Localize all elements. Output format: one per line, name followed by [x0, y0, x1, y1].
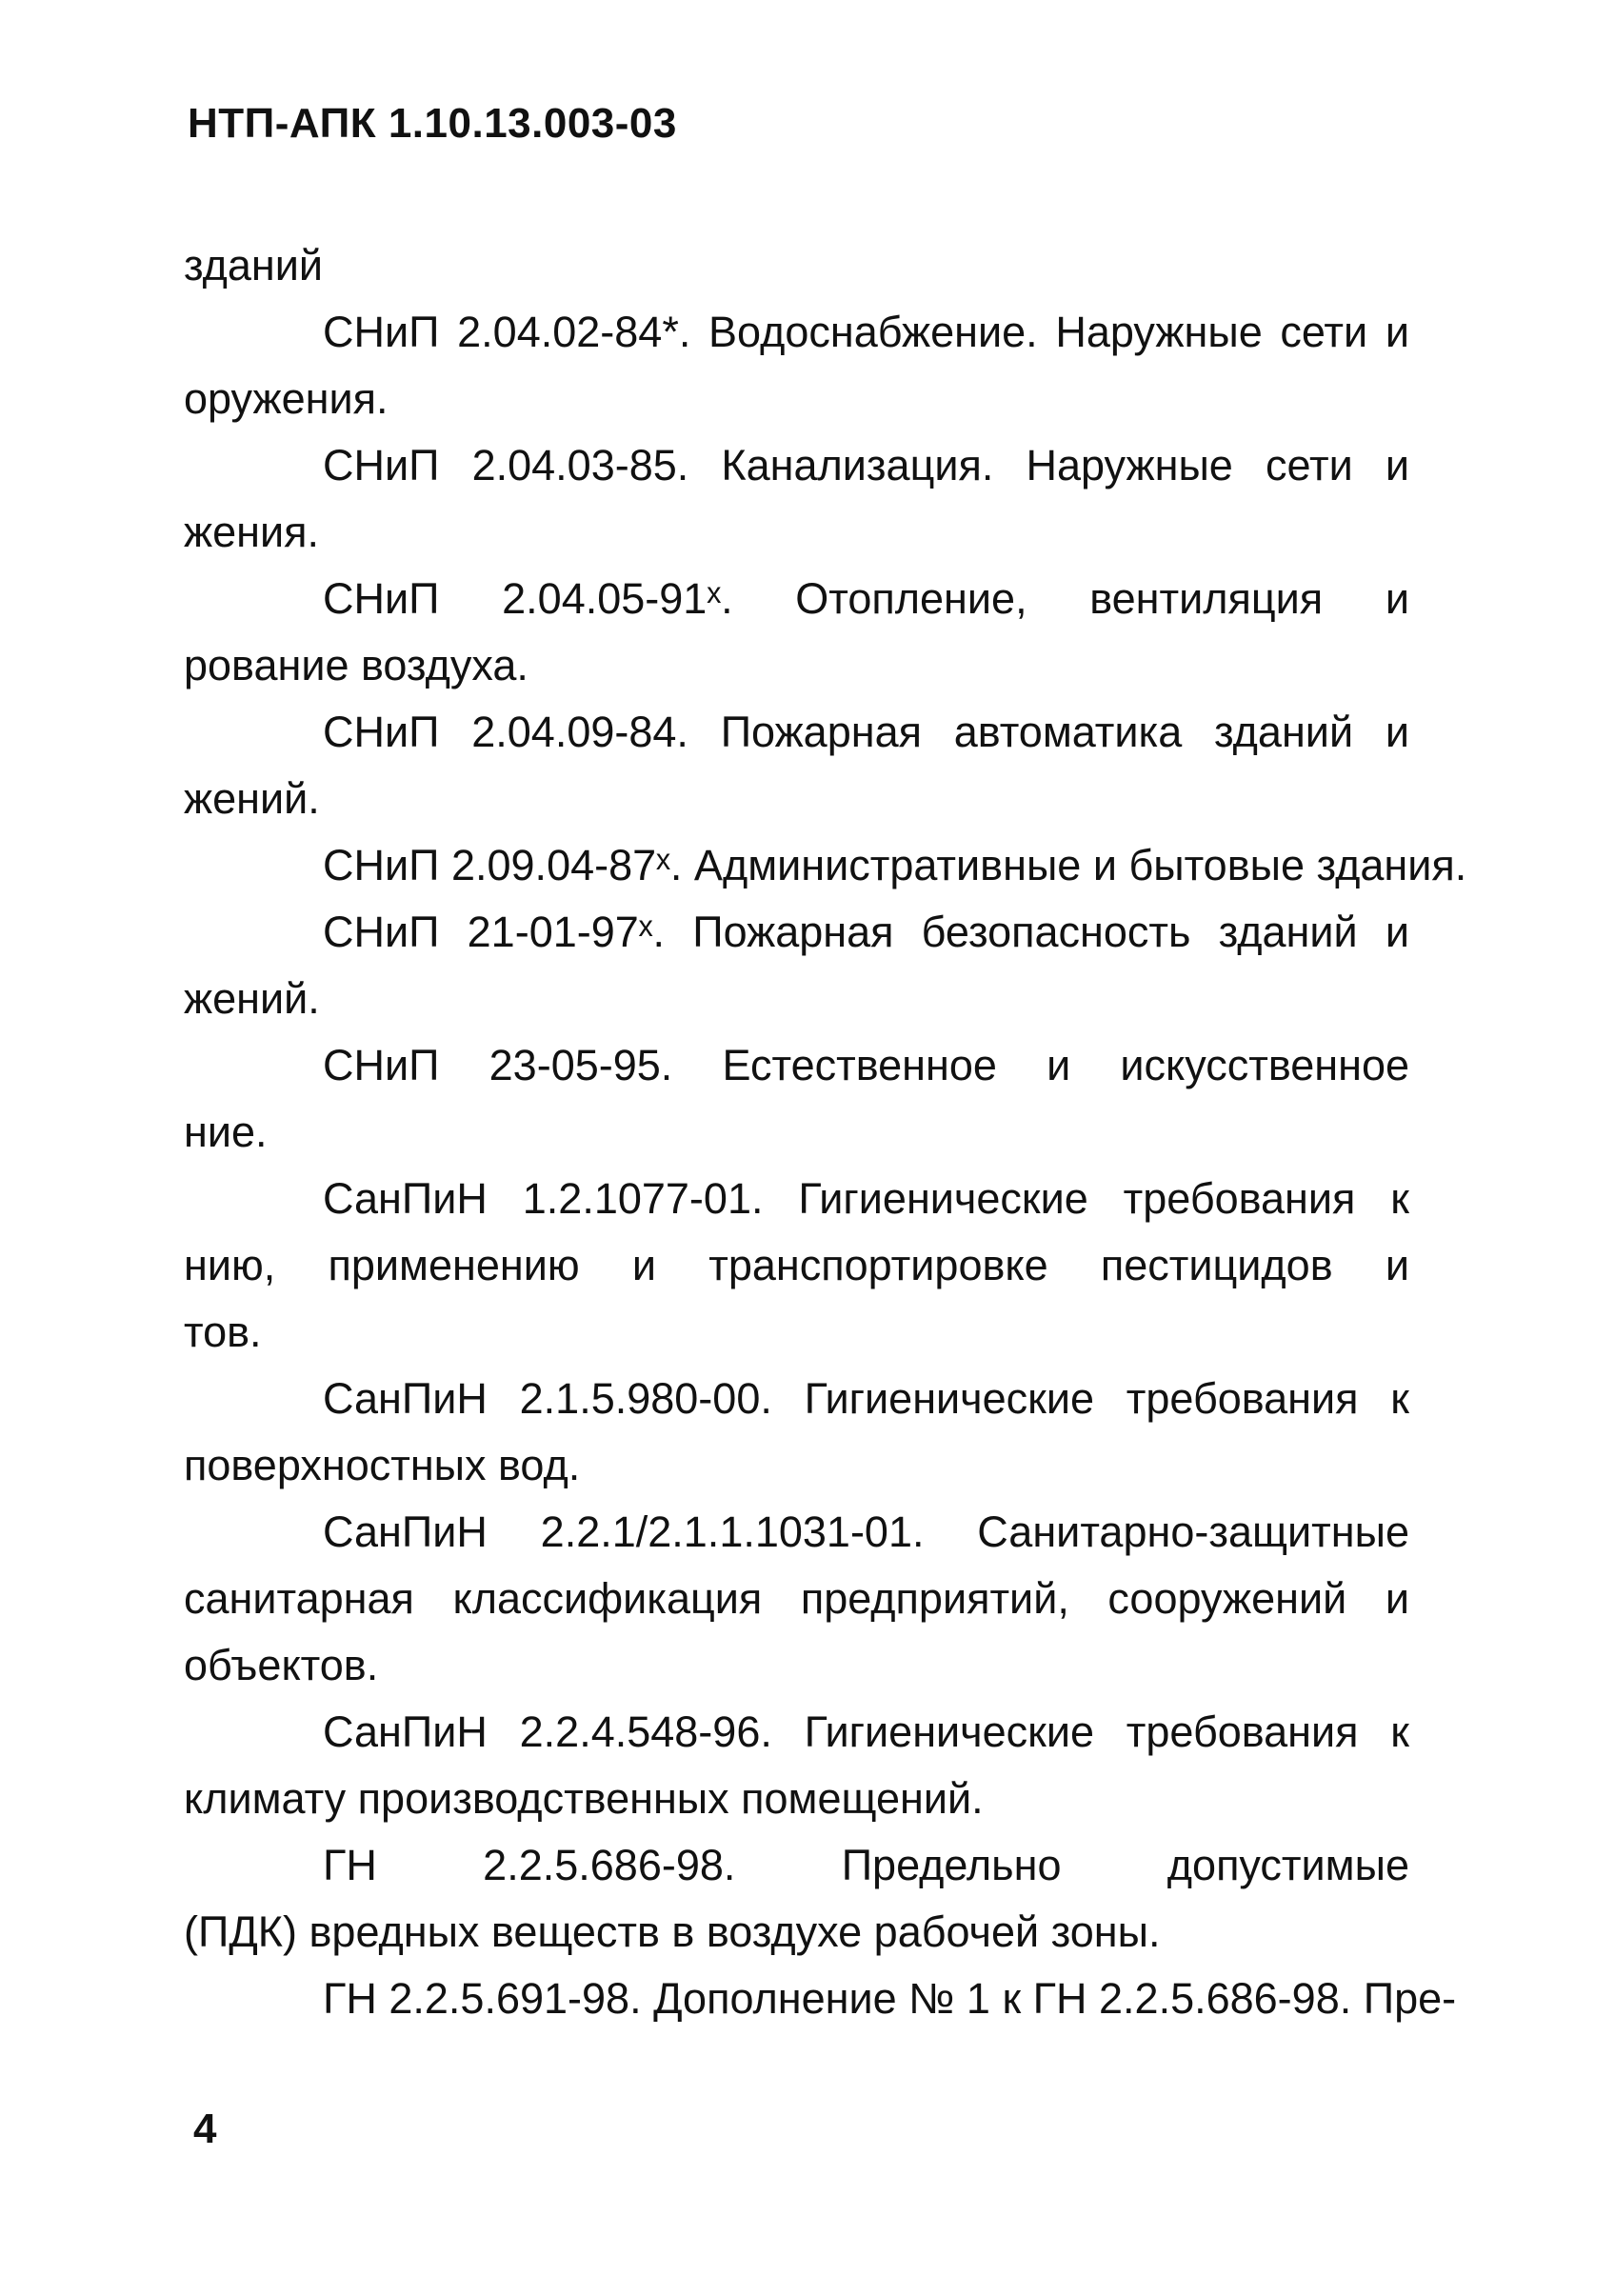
reference-entry [184, 299, 1409, 432]
reference-line: климату производственных помещений. [184, 1774, 984, 1823]
reference-line: ГН 2.2.5.691-98. Дополнение № 1 к ГН 2.2.5.686-98. Пре- [323, 1974, 1457, 2023]
reference-entry [184, 699, 1409, 832]
reference-line: жений. [184, 774, 320, 823]
page-number: 4 [193, 2106, 217, 2152]
reference-line: СанПиН 2.2.4.548-96. Гигиенические требования к [323, 1707, 1409, 1756]
reference-line: рование воздуха. [184, 641, 528, 689]
reference-entry [184, 1699, 1409, 1832]
reference-entry [184, 1966, 1457, 2032]
reference-line: СНиП 2.04.09-84. Пожарная автоматика зданий и [323, 708, 1409, 756]
reference-line: ние. [184, 1108, 268, 1156]
reference-line: тов. [184, 1308, 262, 1356]
reference-entry [184, 832, 1467, 899]
reference-line: СНиП 2.04.05-91ˣ. Отопление, вентиляция и [323, 574, 1409, 623]
reference-line: зданий [184, 241, 324, 289]
reference-line: СанПиН 2.2.1/2.1.1.1031-01. Санитарно-защитные [323, 1507, 1409, 1556]
reference-entry [184, 1832, 1409, 1966]
reference-line: СНиП 23-05-95. Естественное и искусственное [323, 1041, 1409, 1089]
reference-line: СНиП 2.04.03-85. Канализация. Наружные сети и [323, 441, 1409, 489]
reference-line: жений. [184, 974, 320, 1023]
reference-line: СНиП 2.09.04-87ˣ. Административные и бытовые здания. [323, 841, 1467, 889]
reference-entry [184, 1166, 1409, 1366]
reference-entry [184, 1499, 1409, 1699]
reference-entry [184, 232, 1409, 299]
reference-entry [184, 432, 1409, 566]
reference-line: нию, применению и транспортировке пестицидов и [184, 1241, 1409, 1289]
reference-line: СанПиН 1.2.1077-01. Гигиенические требования к [323, 1174, 1409, 1223]
document-code-header: НТП-АПК 1.10.13.003-03 [188, 100, 677, 147]
reference-line: СНиП 2.04.02-84*. Водоснабжение. Наружные сети и [323, 308, 1409, 356]
reference-list [184, 232, 1467, 2032]
reference-line: санитарная классификация предприятий, сооружений и [184, 1574, 1409, 1623]
reference-line: ГН 2.2.5.686-98. Предельно допустимые [323, 1841, 1409, 1889]
reference-entry [184, 566, 1409, 699]
reference-line: поверхностных вод. [184, 1441, 581, 1489]
reference-entry [184, 1032, 1409, 1166]
reference-line: жения. [184, 508, 319, 556]
reference-line: (ПДК) вредных веществ в воздухе рабочей зоны. [184, 1907, 1161, 1956]
reference-line: СНиП 21-01-97ˣ. Пожарная безопасность зданий и [323, 908, 1409, 956]
reference-line: объектов. [184, 1641, 379, 1689]
reference-entry [184, 899, 1409, 1032]
reference-line: оружения. [184, 374, 389, 423]
reference-line: СанПиН 2.1.5.980-00. Гигиенические требования к [323, 1374, 1409, 1423]
reference-entry [184, 1366, 1409, 1499]
